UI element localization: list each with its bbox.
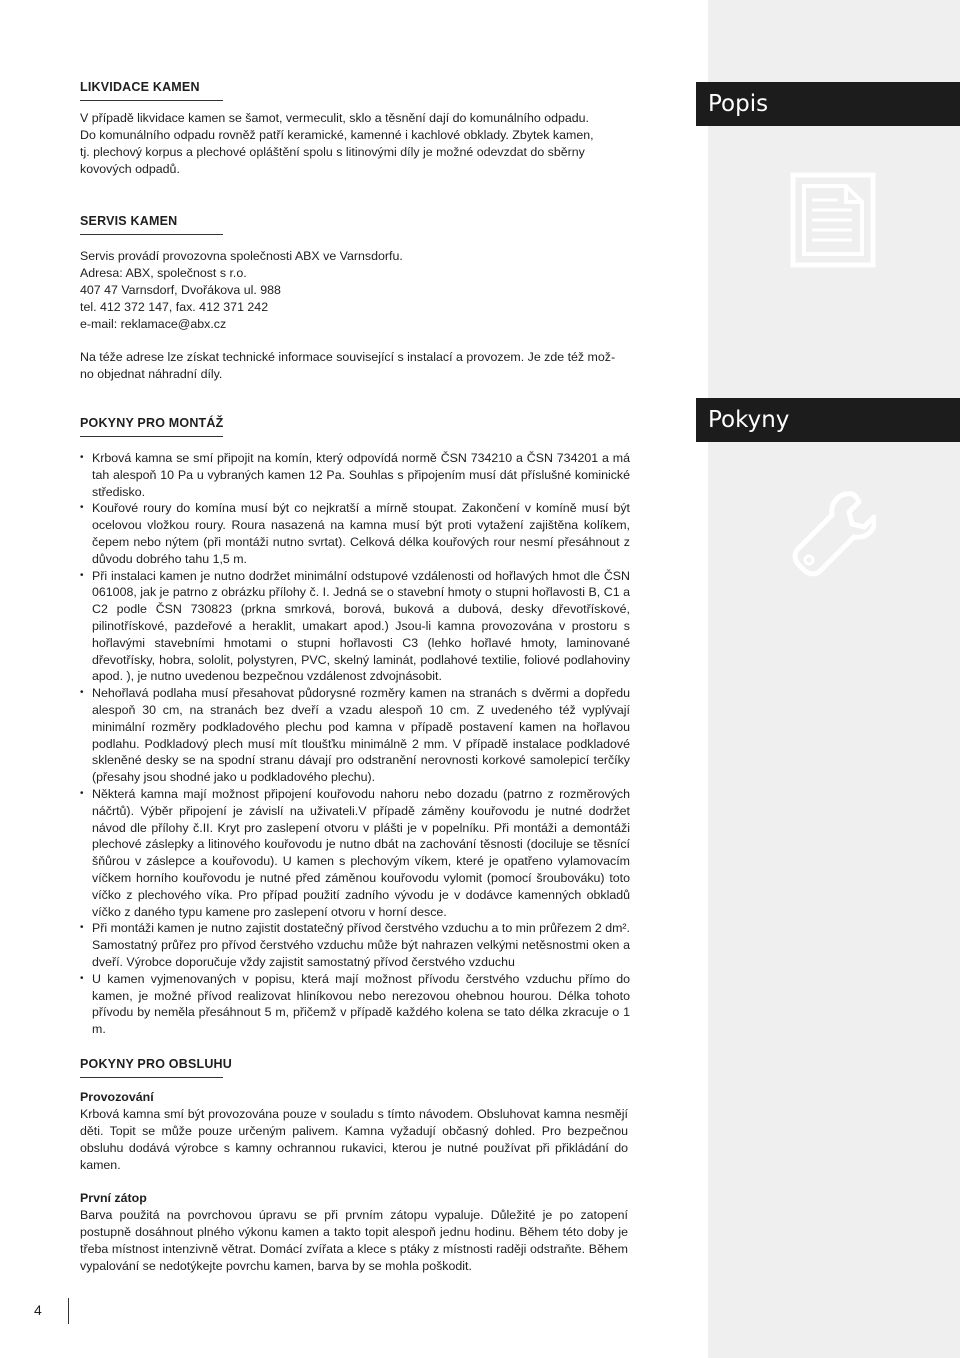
list-item: • Nehořlavá podlaha musí přesahovat půdorysné rozměry kamen na stranách s dvěrmi a dopředu alespoň 30 cm, na stranách bez dveří a vzadu alespoň 10 cm. Z uvedeného též vyplývají minimální rozměry podkladového plechu pod kamna v případě postavení kamen na hořlavou podlahu. Podkladový plech musí mít tloušťku minimálně 2 mm. V případě instalace podkladové skleněné desky se na spodní stranu dávají pro odstranění nerovnosti korkové samolepicí terčíky (přesahy jsou shodné jako u podkladového plechu). xyxy=(80,685,630,786)
paragraph-likvidace xyxy=(80,110,630,178)
text-line: Do komunálního odpadu rovněž patří keramické, kamenné i kachlové obklady. Zbytek kamen, xyxy=(80,128,594,142)
text-line: kovových odpadů. xyxy=(80,162,180,176)
text-line: Adresa: ABX, společnost s r.o. xyxy=(80,266,247,280)
text-line: no objednat náhradní díly. xyxy=(80,367,223,381)
subheading-provozovani: Provozování xyxy=(80,1090,154,1104)
document-icon xyxy=(790,172,876,268)
text-line: Na téže adrese lze získat technické informace související s instalací a provozem. Je zde též mož- xyxy=(80,350,616,364)
text-line: Servis provádí provozovna společnosti ABX ve Varnsdorfu. xyxy=(80,249,403,263)
paragraph-prvni-zatop xyxy=(80,1190,628,1275)
paragraph-servis-address xyxy=(80,248,630,333)
list-item: • U kamen vyjmenovaných v popisu, která mají možnost přívodu čerstvého vzduchu přímo do kamen, je možné přívod realizovat hliníkovou nebo nerezovou ohebnou hourou. Délka tohoto přívodu by neměla přesáhnout 5 m, přičemž v případě každého kolena se tato délka zkracuje o 1 m. xyxy=(80,971,630,1038)
heading-obsluha: POKYNY PRO OBSLUHU xyxy=(80,1057,223,1078)
paragraph-provozovani xyxy=(80,1089,628,1174)
list-item: • Při montáži kamen je nutno zajistit dostatečný přívod čerstvého vzduchu a to min průřezem 2 dm². Samostatný průřez pro přívod čerstvého vzduchu může být nahrazen velkými netěsnostmi oken a dveří. Výrobce doporučuje vždy zajistit samostatný přívod čerstvého vzduchu xyxy=(80,920,630,970)
list-item: • Krbová kamna se smí připojit na komín, který odpovídá normě ČSN 734210 a ČSN 734201 a má tah alespoň 10 Pa u vybraných kamen 12 Pa. Souhlas s připojením musí dát příslušné kominické středisko. xyxy=(80,450,630,500)
prvni-zatop-text: Barva použitá na povrchovou úpravu se při prvním zátopu vypaluje. Důležité je po zatopení postupně dosáhnout plného výkonu kamen a takto topit alespoň jednu hodinu. Během této doby je třeba místnost intenzivně větrat. Domácí zvířata a klece s ptáky z místnosti raději odstraňte. Během vypalování se nedotýkejte povrchu kamen, barva by se mohla poškodit. xyxy=(80,1208,628,1273)
tab-pokyny: Pokyny xyxy=(696,398,960,442)
paragraph-servis-note xyxy=(80,349,630,383)
heading-servis: SERVIS KAMEN xyxy=(80,214,223,235)
text-line: tj. plechový korpus a plechové opláštění spolu s litinovými díly je možné odevzdat do sběrny xyxy=(80,145,585,159)
list-item: • Při instalaci kamen je nutno dodržet minimální odstupové vzdálenosti od hořlavých hmot dle ČSN 061008, jak je patrno z obrázku přílohy č. I. Jedná se o stavební hmoty o stupni hořlavosti B, C1 a C2 podle ČSN 730823 (prkna smrková, borová, buková a dubová, desky dřevotřískové, pilinotřískové, pazdeřové a heraklit, umakart apod.) Jsou-li kamna provozována v prostoru s hořlavými stavebními hmotami o stupni hořlavosti C3 (lehko hořlavé hmoty, laminované dřevotřísky, hobra, sololit, polystyren, PVC, skelný laminát, podlahové textilie, foliové podlahoviny apod. ), je nutno uvedenou bezpečnou vzdálenost zdvojnásobit. xyxy=(80,568,630,686)
heading-likvidace: LIKVIDACE KAMEN xyxy=(80,80,223,101)
tab-popis: Popis xyxy=(696,82,960,126)
text-line: V případě likvidace kamen se šamot, vermeculit, sklo a těsnění dají do komunálního odpadu. xyxy=(80,111,589,125)
wrench-icon xyxy=(792,488,876,578)
page-number: 4 xyxy=(34,1302,42,1318)
montaz-bullet-list xyxy=(80,450,630,1038)
heading-montaz: POKYNY PRO MONTÁŽ xyxy=(80,416,223,437)
text-line: 407 47 Varnsdorf, Dvořákova ul. 988 xyxy=(80,283,281,297)
page-number-divider xyxy=(68,1298,69,1324)
subheading-prvni-zatop: První zátop xyxy=(80,1191,147,1205)
list-item: • Kouřové roury do komína musí být co nejkratší a mírně stoupat. Zakončení v komíně musí být ocelovou vložkou roury. Roura nasazená na kamna musí být proti vytažení zajištěna kolíkem, čepem nebo nýtem (při montáži nutno svrtat). Celková délka kouřových rour nesmí přesáhnout z důvodu dobrého tahu 1,5 m. xyxy=(80,500,630,567)
text-line: tel. 412 372 147, fax. 412 371 242 xyxy=(80,300,269,314)
list-item: • Některá kamna mají možnost připojení kouřovodu nahoru nebo dozadu (patrno z rozměrových náčrtů). Výběr připojení je závislí na uživateli.V případě záměny kouřovodu je nutné dodržet návod dle přílohy č.II. Kryt pro zaslepení otvoru v plášti je v popelníku. Při montáži a demontáži plechové záslepky a litinového kouřovodu je nutno dbát na zachování těsnosti (dociluje se těsnící šňůrou v záslepce a kouřovodu). U kamen s plechovým víkem, které je opatřeno vylamovacím víčkem horního kouřovodu je nutné před záměnou kouřovodu vylomit (pomocí šroubováku) toto víčko z plechového víka. Pro případ použití zadního vývodu je v dodávce kamenných obkladů víčko z daného typu kamene pro zaslepení otvoru v horní desce. xyxy=(80,786,630,920)
provozovani-text: Krbová kamna smí být provozována pouze v souladu s tímto návodem. Obsluhovat kamna nesmějí děti. Topit se může pouze určeným palivem. Kamna vyžadují občasný dohled. Pro bezpečnou obsluhu dodává výrobce s kamny ochrannou rukavici, kterou je nutné používat při přikládání do kamen. xyxy=(80,1107,628,1172)
email-text: e-mail: reklamace@abx.cz xyxy=(80,317,227,331)
